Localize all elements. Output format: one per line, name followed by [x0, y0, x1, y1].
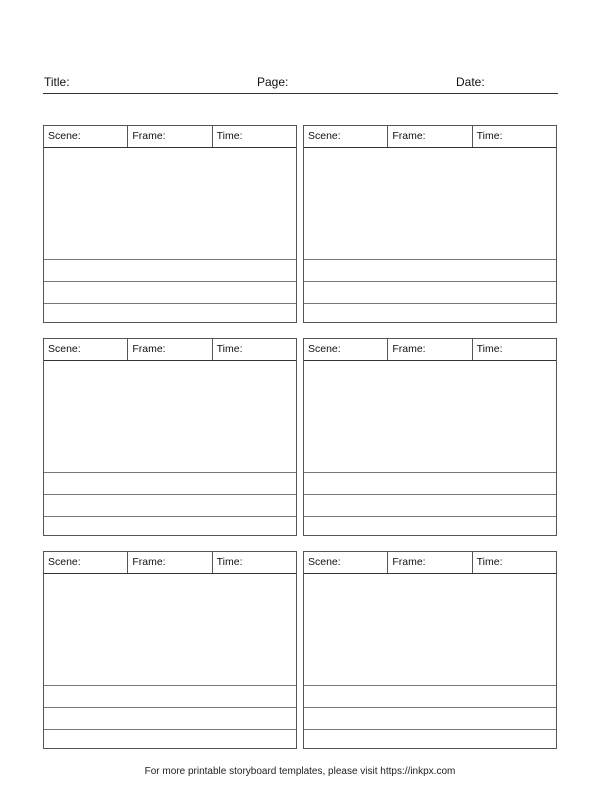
scene-label: Scene:: [44, 126, 128, 147]
storyboard-panel-1: [43, 125, 297, 323]
sketch-area[interactable]: [44, 361, 296, 472]
note-line[interactable]: [44, 516, 296, 535]
note-line[interactable]: [44, 472, 296, 494]
note-line[interactable]: [44, 707, 296, 729]
storyboard-panel-3: [43, 338, 297, 536]
frame-label: Frame:: [388, 126, 472, 147]
note-line[interactable]: [304, 516, 556, 535]
note-line[interactable]: [44, 303, 296, 322]
sketch-area[interactable]: [304, 574, 556, 685]
page-header: [43, 74, 558, 94]
sketch-area[interactable]: [304, 148, 556, 259]
time-label: Time:: [476, 556, 503, 568]
panel-header-row: [304, 126, 556, 148]
note-line[interactable]: [44, 259, 296, 281]
note-line[interactable]: [44, 685, 296, 707]
time-label: Time:: [476, 343, 503, 355]
sketch-area[interactable]: [304, 361, 556, 472]
note-line[interactable]: [304, 259, 556, 281]
scene-label: Scene:: [304, 552, 388, 573]
note-line[interactable]: [44, 281, 296, 303]
note-line[interactable]: [304, 494, 556, 516]
note-line[interactable]: [304, 303, 556, 322]
frame-label: Frame:: [388, 552, 472, 573]
panel-header-row: [44, 126, 296, 148]
footer-note: For more printable storyboard templates, please visit https://inkpx.com: [144, 766, 456, 777]
storyboard-panel-4: [303, 338, 557, 536]
sketch-area[interactable]: [44, 574, 296, 685]
scene-label: Scene:: [44, 552, 128, 573]
panel-header-row: [44, 552, 296, 574]
time-label: Time:: [476, 130, 503, 142]
time-label: Time:: [216, 130, 243, 142]
scene-label: Scene:: [44, 339, 128, 360]
note-line[interactable]: [304, 729, 556, 748]
note-line[interactable]: [304, 685, 556, 707]
frame-label: Frame:: [128, 552, 212, 573]
scene-label: Scene:: [304, 126, 388, 147]
note-line[interactable]: [44, 494, 296, 516]
storyboard-panel-5: [43, 551, 297, 749]
time-label: Time:: [216, 343, 243, 355]
time-label: Time:: [216, 556, 243, 568]
scene-label: Scene:: [304, 339, 388, 360]
storyboard-panel-6: [303, 551, 557, 749]
storyboard-panel-2: [303, 125, 557, 323]
panel-header-row: [304, 339, 556, 361]
sketch-area[interactable]: [44, 148, 296, 259]
panel-header-row: [304, 552, 556, 574]
title-label: Title:: [44, 75, 70, 89]
note-line[interactable]: [304, 281, 556, 303]
note-line[interactable]: [304, 707, 556, 729]
note-line[interactable]: [304, 472, 556, 494]
note-line[interactable]: [44, 729, 296, 748]
page-label: Page:: [257, 75, 289, 89]
date-label: Date:: [456, 75, 485, 89]
panel-header-row: [44, 339, 296, 361]
frame-label: Frame:: [128, 339, 212, 360]
frame-label: Frame:: [388, 339, 472, 360]
frame-label: Frame:: [128, 126, 212, 147]
